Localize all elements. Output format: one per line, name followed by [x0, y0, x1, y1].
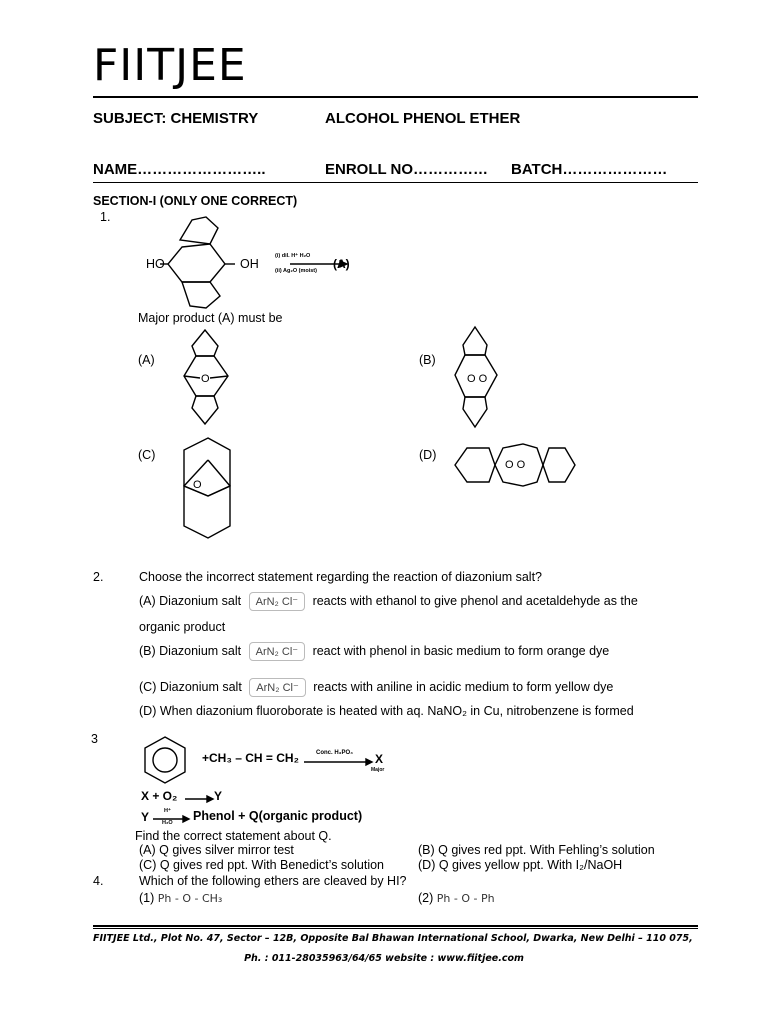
q3-eq1-arrow-icon: [304, 760, 374, 768]
q2-option-a: [139, 592, 698, 611]
q3-eq3-reactant: Y: [141, 810, 150, 824]
q2-option-c: [139, 678, 613, 697]
q3-eq2-reactant: X + O₂: [141, 789, 178, 803]
benzene-ring-icon: [143, 736, 193, 786]
q1-option-d-label: (D): [419, 448, 437, 462]
q4-option-2-formula: Ph - O - Ph: [436, 892, 495, 905]
q4-number: 4.: [93, 874, 104, 888]
q2-stem: Choose the incorrect statement regarding the reaction of diazonium salt?: [139, 570, 543, 584]
q3-eq1-reactant: +CH₃ – CH = CH₂: [202, 751, 299, 765]
q3-stem: Find the correct statement about Q.: [135, 829, 332, 843]
name-field: NAME……………………..: [93, 161, 266, 178]
q3-eq1-product: X: [375, 752, 384, 766]
q1-option-c-structure: [180, 436, 240, 542]
q2-option-c-salt: ArN₂ Cl⁻: [249, 678, 305, 697]
q2-option-b-post: react with phenol in basic medium to form orange dye: [312, 643, 610, 658]
subject-label: SUBJECT: CHEMISTRY: [93, 110, 259, 127]
q2-option-b-salt: ArN₂ Cl⁻: [249, 642, 305, 661]
q2-option-a-continued: organic product: [139, 620, 226, 634]
q2-option-b: [139, 642, 609, 661]
q3-eq1-subtext: Major: [371, 767, 385, 773]
q3-option-d: (D) Q gives yellow ppt. With I₂/NaOH: [418, 858, 623, 872]
q1-reagent-top: (i) dil. H⁺ H₂O: [275, 253, 311, 259]
q4-option-1-label: (1): [139, 891, 155, 905]
q3-eq2-product: Y: [214, 789, 223, 803]
q1-product-label: (A): [333, 257, 350, 271]
q3-eq3-condition-top: H⁺: [164, 808, 171, 814]
q3-eq1-condition: Conc. H₃PO₄: [316, 750, 353, 756]
header-rule: [93, 96, 698, 98]
q1-option-a-oxygen: O: [201, 373, 210, 385]
footer-rule: [93, 925, 698, 927]
q2-option-d: (D) When diazonium fluoroborate is heated with aq. NaNO₂ in Cu, nitrobenzene is formed: [139, 704, 634, 718]
q4-stem: Which of the following ethers are cleaved by HI?: [139, 874, 407, 888]
q3-option-b: (B) Q gives red ppt. With Fehling’s solution: [418, 843, 655, 857]
q1-oh-label: OH: [240, 257, 259, 271]
q3-eq3-product: Phenol + Q(organic product): [193, 809, 363, 823]
q1-option-d-oxygens: O O: [505, 459, 526, 471]
q3-eq3-arrow-icon: [153, 817, 193, 825]
q1-ho-label: HO: [146, 257, 165, 271]
q1-number: 1.: [100, 210, 111, 224]
q2-option-c-post: reacts with aniline in acidic medium to form yellow dye: [313, 679, 614, 694]
section-title: SECTION-I (ONLY ONE CORRECT): [93, 194, 298, 208]
q1-option-c-label: (C): [138, 448, 156, 462]
batch-field: BATCH…………………: [511, 161, 668, 178]
footer-contact: Ph. : 011-28035963/64/65 website : www.fiitjee.com: [244, 953, 524, 964]
q1-option-a-structure: [180, 328, 240, 428]
q1-option-b-label: (B): [419, 353, 436, 367]
q2-number: 2.: [93, 570, 104, 584]
q3-eq2-arrow-icon: [185, 797, 215, 805]
q1-option-c-oxygen: O: [193, 479, 202, 491]
footer-address: FIITJEE Ltd., Plot No. 47, Sector – 12B, Opposite Bal Bhawan International School, Dwarka, New Delhi – 110 075,: [93, 933, 693, 944]
q4-option-1-formula: Ph - O - CH₃: [157, 892, 223, 905]
q2-option-a-salt: ArN₂ Cl⁻: [249, 592, 305, 611]
q3-option-a: (A) Q gives silver mirror test: [139, 843, 294, 857]
header-rule-2: [93, 182, 698, 183]
q4-option-2-label: (2): [418, 891, 434, 905]
q3-number: 3: [91, 732, 98, 746]
footer-rule-2: [93, 928, 698, 929]
q2-option-b-pre: (B) Diazonium salt: [139, 643, 242, 658]
q1-reagent-bottom: (ii) Ag₂O (moist): [275, 268, 317, 274]
q3-option-c: (C) Q gives red ppt. With Benedict’s solution: [139, 858, 385, 872]
brand-logo: FIITJEE: [93, 40, 247, 91]
q2-option-a-post: reacts with ethanol to give phenol and acetaldehyde as the: [312, 593, 638, 608]
q2-option-a-pre: (A) Diazonium salt: [139, 593, 242, 608]
enroll-field: ENROLL NO……………: [325, 161, 489, 178]
q1-stem: Major product (A) must be: [138, 311, 283, 325]
q1-option-b-oxygens: O O: [467, 373, 488, 385]
q4-option-1: [139, 891, 222, 905]
q4-option-2: [418, 891, 495, 905]
q3-eq3-condition-bottom: H₂O: [162, 820, 173, 826]
topic-label: ALCOHOL PHENOL ETHER: [325, 110, 521, 127]
q2-option-c-pre: (C) Diazonium salt: [139, 679, 242, 694]
q1-option-a-label: (A): [138, 353, 155, 367]
